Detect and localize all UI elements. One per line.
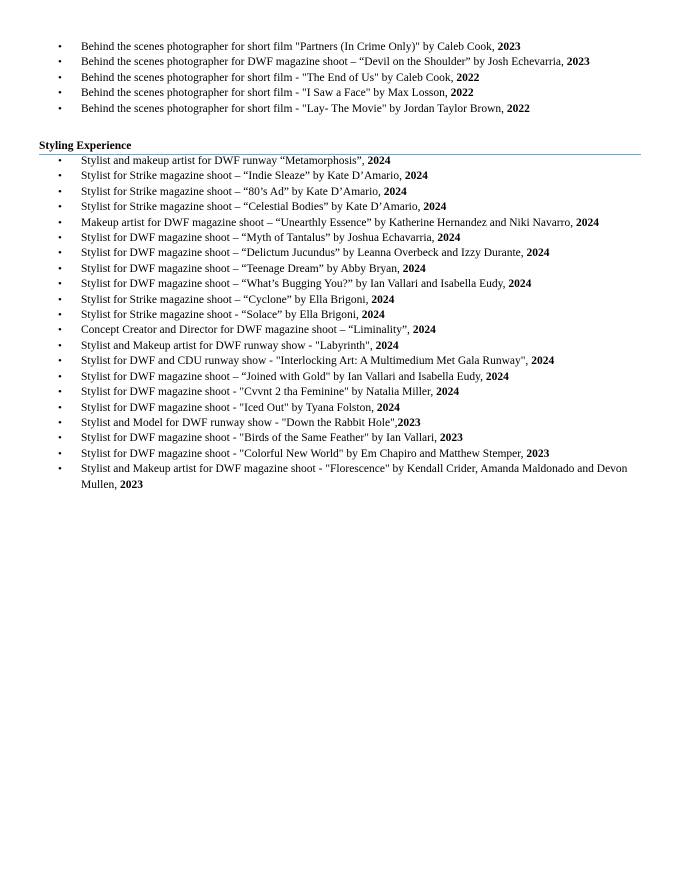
styling-experience-list: [0, 154, 674, 493]
bullet-icon: •: [58, 56, 62, 69]
list-item: [0, 246, 674, 261]
bullet-icon: •: [58, 386, 62, 399]
item-year: 2024: [436, 386, 460, 399]
item-text: Stylist for DWF magazine shoot - "Colorful New World" by Em Chapiro and Matthew Stemper,: [81, 447, 527, 460]
item-text: Stylist for DWF magazine shoot – “Myth of Tantalus” by Joshua Echavarria,: [81, 232, 438, 245]
item-year: 2022: [506, 102, 530, 115]
item-year: 2024: [383, 185, 407, 198]
bullet-icon: •: [58, 102, 62, 115]
list-item: [0, 323, 674, 338]
list-item: [0, 401, 674, 416]
item-year: 2024: [575, 216, 599, 229]
list-item: [0, 339, 674, 354]
list-item: [0, 354, 674, 369]
item-text: Makeup artist for DWF magazine shoot – “Unearthly Essence” by Katherine Hernandez and Niki Navarro,: [81, 216, 576, 229]
item-text: Stylist for DWF magazine shoot - "Birds of the Same Feather" by Ian Vallari,: [81, 432, 440, 445]
item-year: 2022: [450, 87, 474, 100]
item-year: 2023: [566, 56, 590, 69]
bullet-icon: •: [58, 293, 62, 306]
item-year: 2024: [361, 309, 385, 322]
list-item: [0, 447, 674, 462]
item-year: 2024: [371, 293, 395, 306]
item-text: Stylist for DWF and CDU runway show - "Interlocking Art: A Multimedium Met Gala Runway",: [81, 355, 532, 368]
list-item: [0, 308, 674, 323]
bullet-icon: •: [58, 355, 62, 368]
list-item: [0, 385, 674, 400]
bullet-icon: •: [58, 401, 62, 414]
bullet-icon: •: [58, 87, 62, 100]
item-text: Behind the scenes photographer for short film - "The End of Us" by Caleb Cook,: [81, 71, 457, 84]
bullet-icon: •: [58, 262, 62, 275]
item-text: Behind the scenes photographer for short film - "Lay- The Movie" by Jordan Taylor Brown,: [81, 102, 507, 115]
item-year: 2023: [497, 41, 521, 53]
item-text: Stylist for DWF magazine shoot – “Joined with Gold" by Ian Vallari and Isabella Eudy,: [81, 370, 486, 383]
item-text: Stylist for DWF magazine shoot - "Iced Out" by Tyana Folston,: [81, 401, 377, 414]
item-year: 2024: [508, 278, 532, 291]
bullet-icon: •: [58, 324, 62, 337]
list-item: [0, 231, 674, 246]
list-item: [0, 55, 674, 70]
list-item: [0, 102, 674, 117]
list-item: [0, 277, 674, 292]
item-text: Stylist for Strike magazine shoot – “Celestial Bodies” by Kate D’Amario,: [81, 201, 424, 214]
item-year: 2022: [456, 71, 480, 84]
bullet-icon: •: [58, 309, 62, 322]
item-text: Stylist for Strike magazine shoot – “80’s Ad” by Kate D’Amario,: [81, 185, 384, 198]
item-text: Stylist for Strike magazine shoot – “Cyclone” by Ella Brigoni,: [81, 293, 372, 306]
list-item: [0, 431, 674, 446]
bullet-icon: •: [58, 201, 62, 214]
bullet-icon: •: [58, 416, 62, 429]
item-text: Stylist and Model for DWF runway show - "Down the Rabbit Hole",: [81, 416, 398, 429]
bts-experience-list: [0, 40, 674, 117]
item-year: 2024: [437, 232, 461, 245]
item-year: 2024: [412, 324, 436, 337]
item-year: 2024: [402, 262, 426, 275]
list-item: [0, 185, 674, 200]
item-text: Stylist for DWF magazine shoot – “Teenage Dream” by Abby Bryan,: [81, 262, 403, 275]
item-text: Stylist for DWF magazine shoot – “Delictum Jucundus” by Leanna Overbeck and Izzy Durante,: [81, 247, 527, 260]
item-text: Behind the scenes photographer for short film "Partners (In Crime Only)" by Caleb Cook,: [81, 41, 498, 53]
bullet-icon: •: [58, 216, 62, 229]
item-year: 2024: [485, 370, 509, 383]
list-item: [0, 71, 674, 86]
bullet-icon: •: [58, 370, 62, 383]
bullet-icon: •: [58, 170, 62, 183]
item-year: 2024: [367, 155, 391, 167]
list-item: [0, 262, 674, 277]
bullet-icon: •: [58, 339, 62, 352]
list-item: [0, 86, 674, 101]
item-text: Stylist and Makeup artist for DWF runway show - "Labyrinth",: [81, 339, 376, 352]
item-year: 2024: [526, 247, 550, 260]
list-item: [0, 216, 674, 231]
item-text: Stylist for Strike magazine shoot – “Indie Sleaze” by Kate D’Amario,: [81, 170, 405, 183]
item-text: Concept Creator and Director for DWF magazine shoot – “Liminality”,: [81, 324, 413, 337]
bullet-icon: •: [58, 463, 62, 476]
bullet-icon: •: [58, 71, 62, 84]
bullet-icon: •: [58, 185, 62, 198]
item-text: Stylist for Strike magazine shoot - “Solace” by Ella Brigoni,: [81, 309, 362, 322]
item-year: 2024: [376, 401, 400, 414]
item-text: Stylist for DWF magazine shoot – “What’s Bugging You?” by Ian Vallari and Isabella Eudy,: [81, 278, 509, 291]
item-year: 2024: [375, 339, 399, 352]
list-item: [0, 370, 674, 385]
list-item: [0, 40, 674, 55]
list-item: [0, 462, 674, 493]
list-item: [0, 293, 674, 308]
list-item: [0, 154, 674, 169]
item-year: 2023: [526, 447, 550, 460]
item-text: Behind the scenes photographer for short film - "I Saw a Face" by Max Losson,: [81, 87, 451, 100]
item-text: Stylist and makeup artist for DWF runway “Metamorphosis”,: [81, 155, 368, 167]
bullet-icon: •: [58, 247, 62, 260]
list-item: [0, 200, 674, 215]
item-year: 2024: [404, 170, 428, 183]
item-year: 2023: [439, 432, 463, 445]
section-heading-text: Styling Experience: [39, 140, 132, 152]
bullet-icon: •: [58, 447, 62, 460]
item-text: Stylist for DWF magazine shoot - "Cvvnt 2 tha Feminine" by Natalia Miller,: [81, 386, 437, 399]
item-year: 2024: [531, 355, 555, 368]
bullet-icon: •: [58, 232, 62, 245]
bullet-icon: •: [58, 278, 62, 291]
list-item: [0, 169, 674, 184]
list-item: [0, 416, 674, 431]
item-year: 2023: [397, 416, 421, 429]
bullet-icon: •: [58, 41, 62, 53]
item-year: 2024: [423, 201, 447, 214]
bullet-icon: •: [58, 155, 62, 167]
item-year: 2023: [119, 478, 143, 491]
section-heading-styling: [39, 139, 641, 155]
item-text: Stylist and Makeup artist for DWF magazine shoot - "Florescence" by Kendall Crider, Amanda Maldonado and Devon Mullen,: [81, 463, 628, 491]
item-text: Behind the scenes photographer for DWF magazine shoot – “Devil on the Shoulder” by Josh Echevarria,: [81, 56, 567, 69]
bullet-icon: •: [58, 432, 62, 445]
